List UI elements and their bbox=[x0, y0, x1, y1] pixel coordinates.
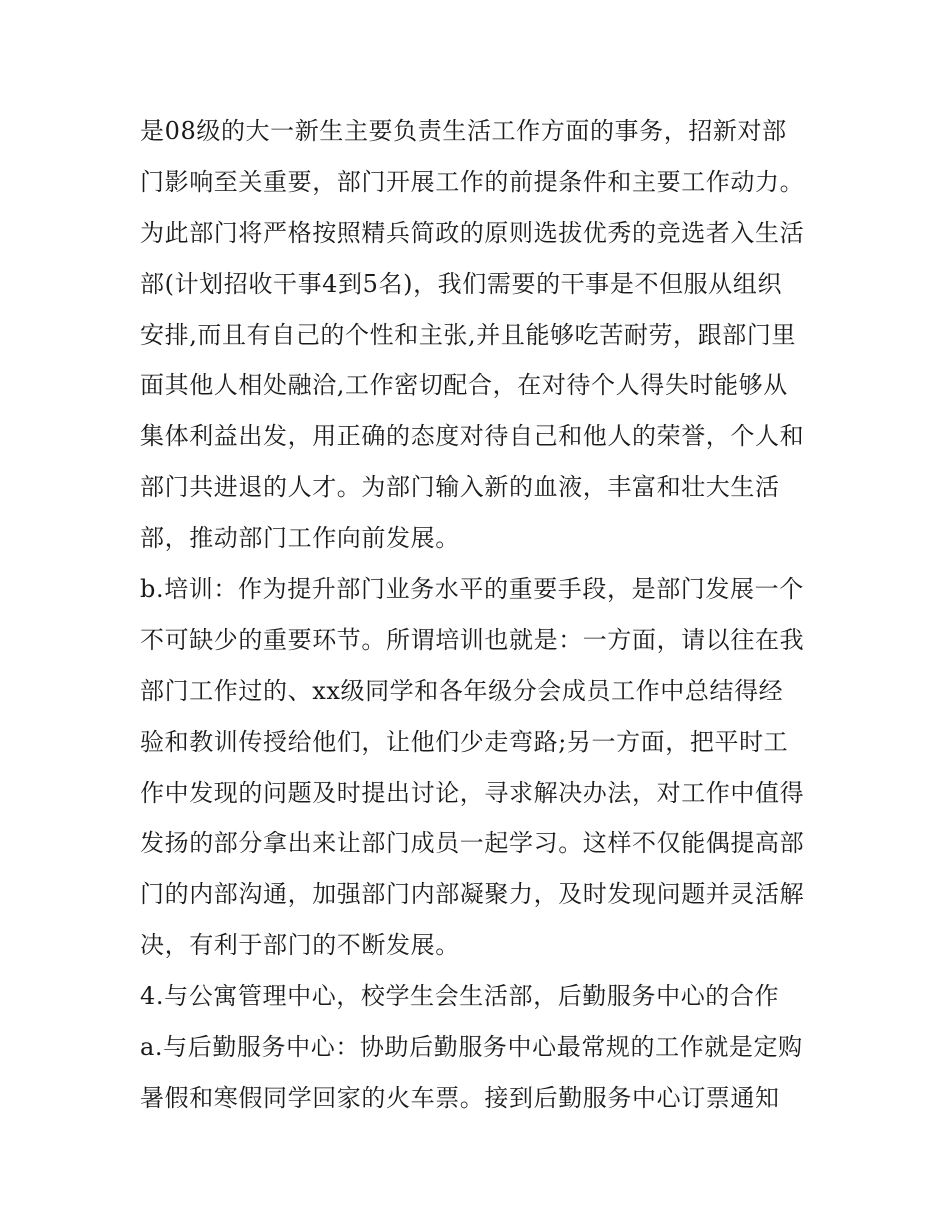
text-line: 验和教训传授给他们，让他们少走弯路;另一方面，把平时工 bbox=[140, 727, 789, 756]
section-heading: 4.与公寓管理中心，校学生会生活部，后勤服务中心的合作 bbox=[140, 982, 780, 1011]
text-line: 是08级的大一新生主要负责生活工作方面的事务，招新对部 bbox=[140, 117, 787, 145]
text-line: 门影响至关重要，部门开展工作的前提条件和主要工作动力。 bbox=[140, 167, 805, 196]
text-line: 作中发现的问题及时提出讨论，寻求解决办法，对工作中值得 bbox=[140, 778, 805, 807]
text-line: a.与后勤服务中心：协助后勤服务中心最常规的工作就是定购 bbox=[140, 1033, 803, 1062]
text-line: b.培训：作为提升部门业务水平的重要手段，是部门发展一个 bbox=[140, 575, 804, 604]
text-line: 集体利益出发，用正确的态度对待自己和他人的荣誉，个人和 bbox=[140, 422, 805, 451]
text-line: 决，有利于部门的不断发展。 bbox=[140, 931, 460, 960]
text-line: 部门工作过的、xx级同学和各年级分会成员工作中总结得经 bbox=[140, 676, 784, 705]
text-line: 部(计划招收干事4到5名)，我们需要的干事是不但服从组织 bbox=[140, 269, 783, 298]
text-line: 安排,而且有自己的个性和主张,并且能够吃苦耐劳，跟部门里 bbox=[140, 320, 797, 349]
text-line: 暑假和寒假同学回家的火车票。接到后勤服务中心订票通知 bbox=[140, 1083, 780, 1112]
text-line: 不可缺少的重要环节。所谓培训也就是：一方面，请以往在我 bbox=[140, 625, 805, 654]
text-line: 部，推动部门工作向前发展。 bbox=[140, 524, 460, 553]
text-line: 部门共进退的人才。为部门输入新的血液，丰富和壮大生活 bbox=[140, 473, 780, 502]
text-line: 门的内部沟通，加强部门内部凝聚力，及时发现问题并灵活解 bbox=[140, 880, 805, 909]
text-line: 面其他人相处融洽,工作密切配合，在对待个人得失时能够从 bbox=[140, 371, 788, 400]
document-body bbox=[140, 106, 830, 1124]
text-line: 发扬的部分拿出来让部门成员一起学习。这样不仅能偶提高部 bbox=[140, 829, 805, 858]
text-line: 为此部门将严格按照精兵简政的原则选拔优秀的竞选者入生活 bbox=[140, 218, 805, 247]
